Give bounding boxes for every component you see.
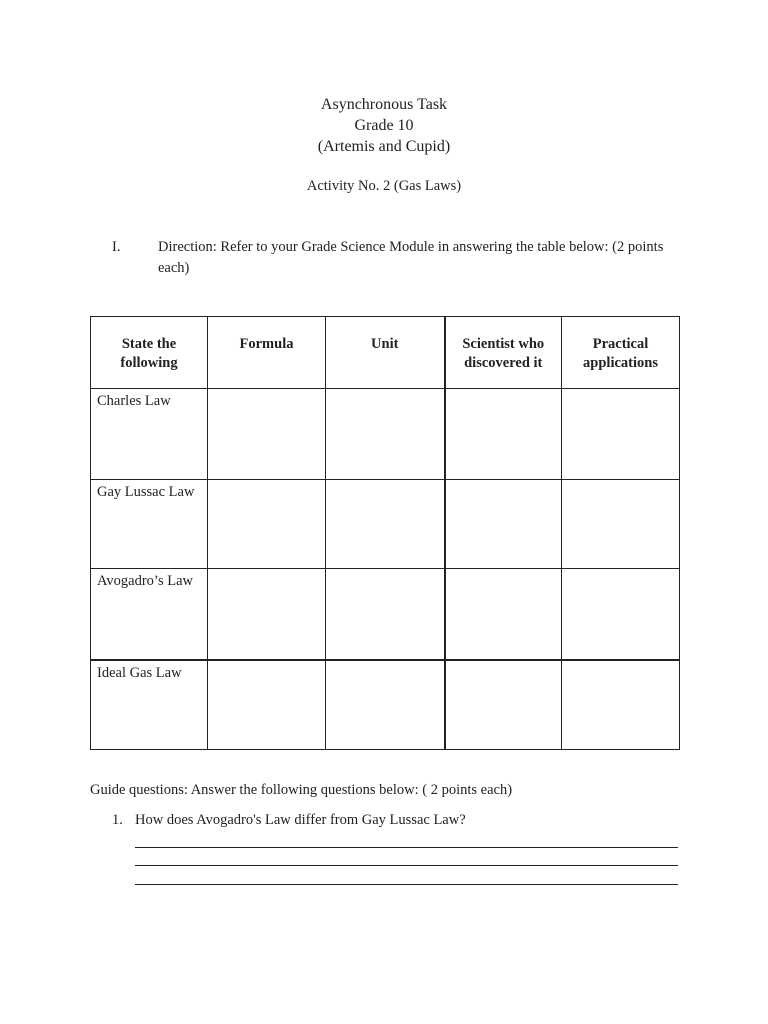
table-row xyxy=(91,569,680,660)
applications-cell[interactable] xyxy=(562,660,680,750)
document-header xyxy=(0,94,768,157)
unit-cell[interactable] xyxy=(326,480,445,569)
table-row xyxy=(91,660,680,750)
law-name-cell: Charles Law xyxy=(91,389,208,480)
answer-line[interactable] xyxy=(135,847,678,848)
unit-cell[interactable] xyxy=(326,569,445,660)
header-state: State the following xyxy=(91,317,208,389)
answer-line[interactable] xyxy=(135,865,678,866)
header-unit: Unit xyxy=(326,317,445,389)
applications-cell[interactable] xyxy=(562,389,680,480)
task-title: Asynchronous Task xyxy=(320,96,448,113)
section-names: (Artemis and Cupid) xyxy=(317,138,451,155)
formula-cell[interactable] xyxy=(208,480,326,569)
scientist-cell[interactable] xyxy=(445,660,562,750)
question-number: 1. xyxy=(112,812,123,828)
applications-cell[interactable] xyxy=(562,480,680,569)
formula-cell[interactable] xyxy=(208,389,326,480)
guide-instruction: Guide questions: Answer the following questions below: ( 2 points each) xyxy=(90,782,513,798)
scientist-cell[interactable] xyxy=(445,480,562,569)
grade-level: Grade 10 xyxy=(354,117,414,134)
law-name-cell: Ideal Gas Law xyxy=(91,660,208,750)
activity-title: Activity No. 2 (Gas Laws) xyxy=(306,178,462,194)
formula-cell[interactable] xyxy=(208,569,326,660)
direction-text: Direction: Refer to your Grade Science Module in answering the table below: (2 points each) xyxy=(158,239,664,276)
header-scientist: Scientist who discovered it xyxy=(445,317,562,389)
law-name-cell: Avogadro’s Law xyxy=(91,569,208,660)
applications-cell[interactable] xyxy=(562,569,680,660)
header-applications: Practical applications xyxy=(562,317,680,389)
table-row xyxy=(91,480,680,569)
formula-cell[interactable] xyxy=(208,660,326,750)
law-name-cell: Gay Lussac Law xyxy=(91,480,208,569)
table-row xyxy=(91,389,680,480)
scientist-cell[interactable] xyxy=(445,389,562,480)
unit-cell[interactable] xyxy=(326,389,445,480)
question-text: How does Avogadro's Law differ from Gay Lussac Law? xyxy=(135,812,466,828)
table-header-row xyxy=(91,317,680,389)
unit-cell[interactable] xyxy=(326,660,445,750)
gas-laws-table xyxy=(90,316,680,750)
header-formula: Formula xyxy=(208,317,326,389)
direction-number: I. xyxy=(112,239,121,255)
scientist-cell[interactable] xyxy=(445,569,562,660)
answer-line[interactable] xyxy=(135,884,678,885)
